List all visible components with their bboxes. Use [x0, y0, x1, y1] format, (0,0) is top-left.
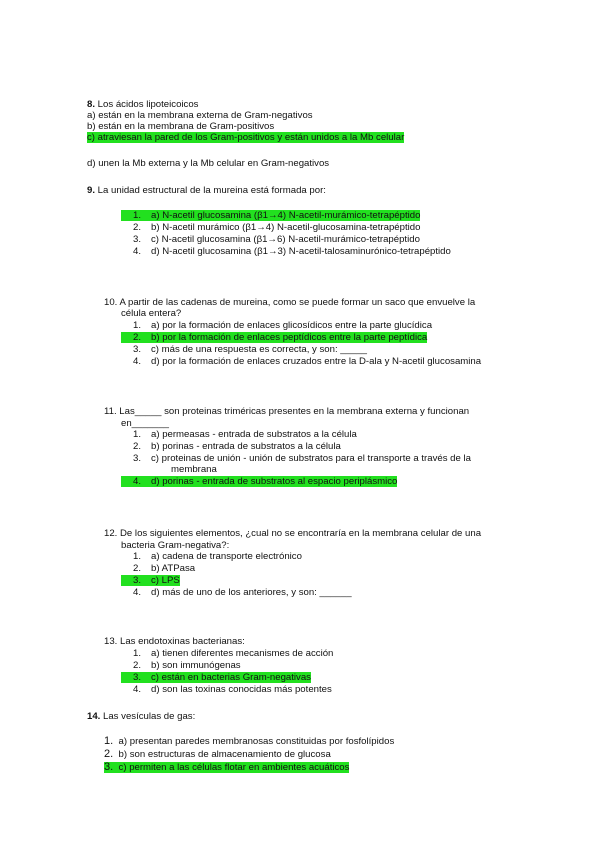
q8-option-c: c) atraviesan la pared de los Gram-positivos y están unidos a la Mb celular [87, 132, 405, 143]
q13-option-3: 3. c) están en bacterias Gram-negativas [121, 672, 311, 683]
q10-stem-line2: célula entera? [121, 308, 182, 319]
q14-stem: 14. Las vesículas de gas: [87, 711, 196, 722]
q14-option-2: 2. b) son estructuras de almacenamiento de glucosa [104, 748, 331, 760]
q10-option-2: 2. b) por la formación de enlaces peptídicos entre la parte peptídica [121, 332, 427, 343]
q8-option-a: a) están en la membrana externa de Gram-negativos [87, 110, 313, 121]
q9-option-4: 4. d) N-acetil glucosamina (β1→3) N-acetil-talosaminurónico-tetrapéptido [132, 246, 451, 257]
q10-option-4: 4. d) por la formación de enlaces cruzados entre la D-ala y N-acetil glucosamina [132, 356, 482, 367]
q11-option-3: 3. c) proteinas de unión - unión de substratos para el transporte a través de la [132, 453, 471, 464]
q11-option-2: 2. b) porinas - entrada de substratos a la célula [132, 441, 341, 452]
q13-stem: 13. Las endotoxinas bacterianas: [104, 636, 245, 647]
q8-stem: 8. Los ácidos lipoteicoicos [87, 99, 199, 110]
q9-option-3: 3. c) N-acetil glucosamina (β1→6) N-acetil-murámico-tetrapéptido [132, 234, 420, 245]
q11-stem-line2: en_______ [121, 418, 170, 429]
q12-option-2: 2. b) ATPasa [132, 563, 196, 574]
q14-option-3: 3. c) permiten a las células flotar en ambientes acuáticos [104, 761, 350, 773]
q13-option-1: 1. a) tienen diferentes mecanismes de acción [132, 648, 334, 659]
q9-stem: 9. La unidad estructural de la mureina está formada por: [87, 185, 326, 196]
q13-option-4: 4. d) son las toxinas conocidas más potentes [132, 684, 332, 695]
q10-stem-line1: 10. A partir de las cadenas de mureina, como se puede formar un saco que envuelve la [104, 297, 476, 308]
q14-option-1: 1. a) presentan paredes membranosas constituidas por fosfolípidos [104, 735, 395, 747]
q11-option-3-continuation: membrana [171, 464, 217, 475]
q12-option-3: 3. c) LPS [121, 575, 180, 586]
q13-option-2: 2. b) son immunógenas [132, 660, 241, 671]
q10-option-1: 1. a) por la formación de enlaces glicosídicos entre la parte glucídica [132, 320, 433, 331]
q9-option-1: 1. a) N-acetil glucosamina (β1→4) N-acetil-murámico-tetrapéptido [121, 210, 420, 221]
q10-option-3: 3. c) más de una respuesta es correcta, y son: _____ [132, 344, 367, 355]
q11-option-4: 4. d) porinas - entrada de substratos al espacio periplásmico [121, 476, 397, 487]
q12-option-4: 4. d) más de uno de los anteriores, y son: ______ [132, 587, 352, 598]
q11-stem-line1: 11. Las_____ son proteinas triméricas presentes en la membrana externa y funcionan [104, 406, 470, 417]
q9-option-2: 2. b) N-acetil murámico (β1→4) N-acetil-glucosamina-tetrapéptido [132, 222, 421, 233]
q12-stem-line2: bacteria Gram-negativa?: [121, 540, 230, 551]
q8-option-d: d) unen la Mb externa y la Mb celular en Gram-negativos [87, 158, 330, 169]
q11-option-1: 1. a) permeasas - entrada de substratos a la célula [132, 429, 357, 440]
q12-option-1: 1. a) cadena de transporte electrónico [132, 551, 302, 562]
q12-stem-line1: 12. De los siguientes elementos, ¿cual no se encontraría en la membrana celular de una [104, 528, 482, 539]
q8-option-b: b) están en la membrana de Gram-positivos [87, 121, 275, 132]
